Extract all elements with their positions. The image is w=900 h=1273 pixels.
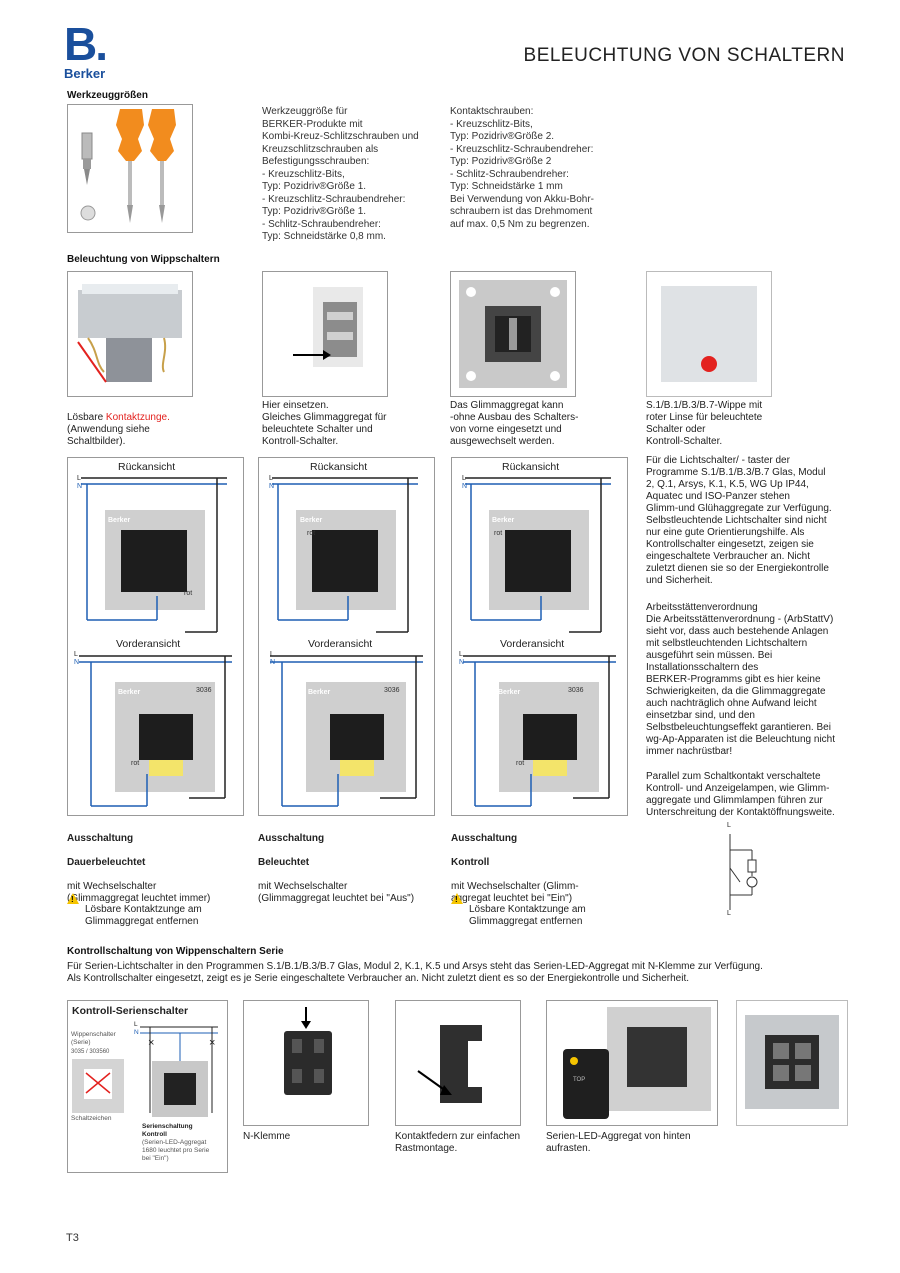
warning-1: ! Lösbare Kontaktzunge am Glimmaggregat entfernen: [67, 880, 247, 940]
tools-heading: Werkzeuggrößen: [67, 90, 148, 101]
diag-cap-1: Ausschaltung Dauerbeleuchtet mit Wechselschalter (Glimmaggregat leuchtet immer): [67, 833, 211, 904]
side-paragraph-2: Arbeitsstättenverordnung Die Arbeitsstättenverordnung - (ArbStattV) sieht vor, dass auch bestehende Anlagen mit selbstleuchtenden Lichtschaltern ausgeführt sein müssen. Bei Installationsschaltern des BERKER-Programms gibt es hier keine Schwierigkeiten, da die Glimmaggregate auch nachträglich ohne Aufwand leicht einsetzbar sind, und den Selbstbeleuchtungseffekt garantieren. Bei wg-Ap-Apparaten ist die Beleuchtung nicht immer nachrüstbar!: [646, 602, 836, 757]
rot-1b: rot: [184, 590, 193, 597]
berker-5: Berker: [308, 689, 331, 696]
warning-icon: [451, 893, 463, 904]
ln-2b: L N: [270, 651, 276, 666]
wipp-heading: Beleuchtung von Wippschaltern: [67, 254, 220, 265]
page-title: BELEUCHTUNG VON SCHALTERN: [523, 45, 845, 66]
diag-cap-2: Ausschaltung Beleuchtet mit Wechselschalter (Glimmaggregat leuchtet bei "Aus"): [258, 833, 415, 904]
side-paragraph-1: Für die Lichtschalter/ - taster der Programme S.1/B.1/B.3/B.7 Glas, Modul 2, Q.1, Arsys, K.1, K.5, WG Up IP44, Aquatec und ISO-Panzer stehen Glimm-und Glühaggregate zur Verfügung. Selbstleuchtende Lichtschalter sind nicht nur eine gute Orientierungshilfe. Als Kontrollschalter eingesetzt, zeigen sie eingeschaltete Verbraucher an. Nicht zuletzt dienen sie so der Energiekontrolle und Sicherheit.: [646, 455, 832, 586]
caption-n-klemme: N-Klemme: [243, 1131, 291, 1142]
berker-6: Berker: [498, 689, 521, 696]
caption-serien-led: Serien-LED-Aggregat von hinten aufrasten.: [546, 1131, 691, 1154]
wipp-caption-4: S.1/B.1/B.3/B.7-Wippe mit roter Linse für beleuchtete Schalter oder Kontroll-Schalter.: [646, 400, 763, 447]
rot-2: rot: [307, 530, 316, 537]
wipp-caption-1: Lösbare Kontaktzunge. (Anwendung siehe Schaltbilder).: [67, 412, 170, 447]
wippen-label: Wippenschalter (Serie): [71, 1031, 116, 1046]
schalt-label: Schaltzeichen: [71, 1115, 112, 1122]
side-schematic: [720, 820, 780, 920]
rot-1: rot: [131, 760, 140, 767]
front-label-3: Vorderansicht: [500, 638, 565, 650]
front-label-1: Vorderansicht: [116, 638, 181, 650]
code-3: 3036: [568, 687, 584, 694]
kontroll-serien-box: [67, 1000, 228, 1173]
front-label-2: Vorderansicht: [308, 638, 373, 650]
berker-2: Berker: [300, 517, 323, 524]
ln-1b: L N: [74, 651, 80, 666]
rot-3b: rot: [516, 760, 525, 767]
logo-brand: Berker: [64, 66, 106, 81]
berker-3: Berker: [492, 517, 515, 524]
kontroll-text: Für Serien-Lichtschalter in den Programmen S.1/B.1/B.3/B.7 Glas, Modul 2, K.1, K.5 und Arsys steht das Serien-LED-Aggregat mit N-Klemme zur Verfügung. Als Kontrollschalter eingesetzt, zeigt es je Serie eingeschaltete Verbraucher an. Nicht zuletzt dient es so der Energiekontrolle und Sicherheit.: [67, 961, 763, 984]
photo-n-klemme: [243, 1000, 369, 1126]
ln-1a: L N: [77, 475, 83, 490]
photo-serien-led: [546, 1000, 718, 1126]
schematic-l-top: L: [727, 822, 731, 829]
code-1: 3036: [196, 687, 212, 694]
berker-4: Berker: [118, 689, 141, 696]
warning-3: ! Lösbare Kontaktzunge am Glimmaggregat entfernen: [451, 880, 631, 940]
caption-kontaktfedern: Kontaktfedern zur einfachen Rastmontage.: [395, 1131, 521, 1154]
ln-3a: L N: [462, 475, 468, 490]
warning-icon: [67, 893, 79, 904]
wipp-caption-2: Hier einsetzen. Gleiches Glimmaggregat für beleuchtete Schalter und Kontroll-Schalter.: [262, 400, 387, 447]
svg-text:×: ×: [148, 1037, 155, 1049]
logo-letter: B.: [64, 18, 106, 70]
rear-label-1: Rückansicht: [118, 461, 176, 473]
serien-label: Serienschaltung Kontroll (Serien-LED-Aggregat 1680 leuchtet pro Serie bei "Ein"): [142, 1123, 210, 1162]
box-n-label: N: [134, 1029, 139, 1036]
kontroll-box-title: Kontroll-Serienschalter: [72, 1005, 189, 1017]
photo-insert-front: [736, 1000, 848, 1126]
wipp-caption-3: Das Glimmaggregat kann -ohne Ausbau des Schalters- von vorne eingesetzt und ausgewechselt werden.: [450, 400, 579, 447]
rear-label-2: Rückansicht: [310, 461, 368, 473]
ln-2a: L N: [269, 475, 275, 490]
schematic-l-bottom: L: [727, 910, 731, 917]
tools-text-2: Kontaktschrauben: - Kreuzschlitz-Bits, Typ: Pozidriv®Größe 2. - Kreuzschlitz-Schraubendreher: Typ: Pozidriv®Größe 2 - Schlitz-Schraubendreher: Typ: Schneidstärke 1 mm Bei Verwendung von Akku-Bohr- schraubern ist das Drehmoment auf max. 0,5 Nm zu begrenzen.: [450, 106, 594, 230]
ln-3b: L N: [459, 651, 465, 666]
diag-cap-3: Ausschaltung Kontroll mit Wechselschalter (Glimm- aggregat leuchtet bei "Ein"): [451, 833, 579, 904]
page-number: T3: [66, 1232, 79, 1244]
side-paragraph-3: Parallel zum Schaltkontakt verschaltete Kontroll- und Anzeigelampen, wie Glimm- aggregate und Glimmlampen führen zur Unterschreitung der Kontaktöffnungsweite.: [646, 771, 835, 818]
tools-text-1: Werkzeuggröße für BERKER-Produkte mit Kombi-Kreuz-Schlitzschrauben und Kreuzschlitzschrauben als Befestigungsschrauben: - Kreuzschlitz-Bits, Typ: Pozidriv®Größe 1. - Kreuzschlitz-Schraubendreher: Typ: Pozidriv®Größe 1. - Schlitz-Schraubendreher: Typ: Schneidstärke 0,8 mm.: [262, 106, 419, 242]
rear-label-3: Rückansicht: [502, 461, 560, 473]
kontroll-heading: Kontrollschaltung von Wippenschaltern Serie: [67, 946, 284, 957]
code-2: 3036: [384, 687, 400, 694]
rot-3: rot: [494, 530, 503, 537]
berker-1: Berker: [108, 517, 131, 524]
box-l-label: L: [134, 1021, 138, 1028]
photo-kontaktfedern: [395, 1000, 521, 1126]
svg-text:×: ×: [209, 1037, 216, 1049]
top-label: TOP: [573, 1077, 586, 1083]
codes-label: 3035 / 303560: [71, 1049, 110, 1055]
